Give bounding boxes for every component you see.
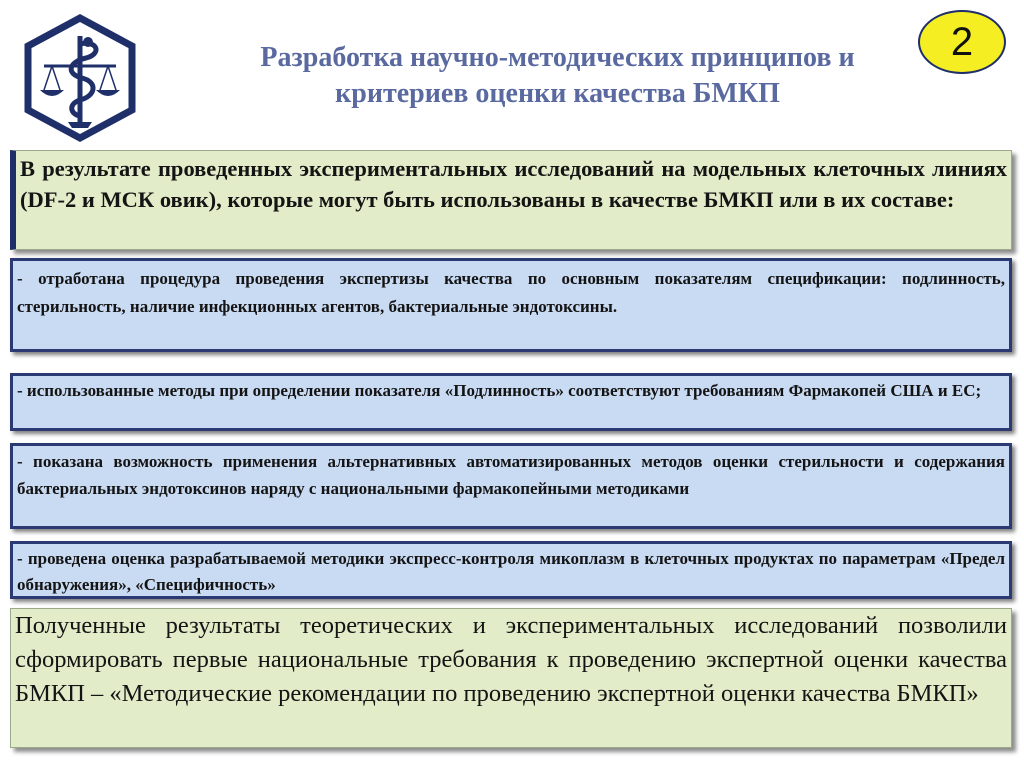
finding-quality-procedure: - отработана процедура проведения экспертизы качества по основным показателям спецификации: подлинность, стерильность, наличие инфекционных агентов, бактериальные эндотоксины. [10, 258, 1012, 352]
title-line-2: критериев оценки качества БМКП [335, 78, 780, 109]
page-title [150, 40, 965, 112]
title-line-1: Разработка научно-методических принципов и [260, 42, 855, 73]
results-intro-box: В результате проведенных экспериментальных исследований на модельных клеточных линиях (DF-2 и МСК овик), которые могут быть использованы в качестве БМКП или в их составе: [10, 150, 1012, 250]
caduceus-scales-icon [22, 14, 138, 142]
slide-number-badge [918, 10, 1006, 74]
logo [22, 14, 138, 142]
finding-alternative-methods: - показана возможность применения альтернативных автоматизированных методов оценки стерильности и содержания бактериальных эндотоксинов наряду с национальными фармакопейными методиками [10, 443, 1012, 529]
conclusion-box: Полученные результаты теоретических и экспериментальных исследований позволили сформировать первые национальные требования к проведению экспертной оценки качества БМКП – «Методические рекомендации по проведению экспертной оценки качества БМКП» [10, 608, 1012, 748]
finding-identity-methods: - использованные методы при определении показателя «Подлинность» соответствуют требованиям Фармакопей США и ЕС; [10, 373, 1012, 431]
finding-mycoplasma-express: - проведена оценка разрабатываемой методики экспресс-контроля микоплазм в клеточных продуктах по параметрам «Предел обнаружения», «Специфичность» [10, 541, 1012, 599]
slide-number: 2 [950, 19, 974, 64]
